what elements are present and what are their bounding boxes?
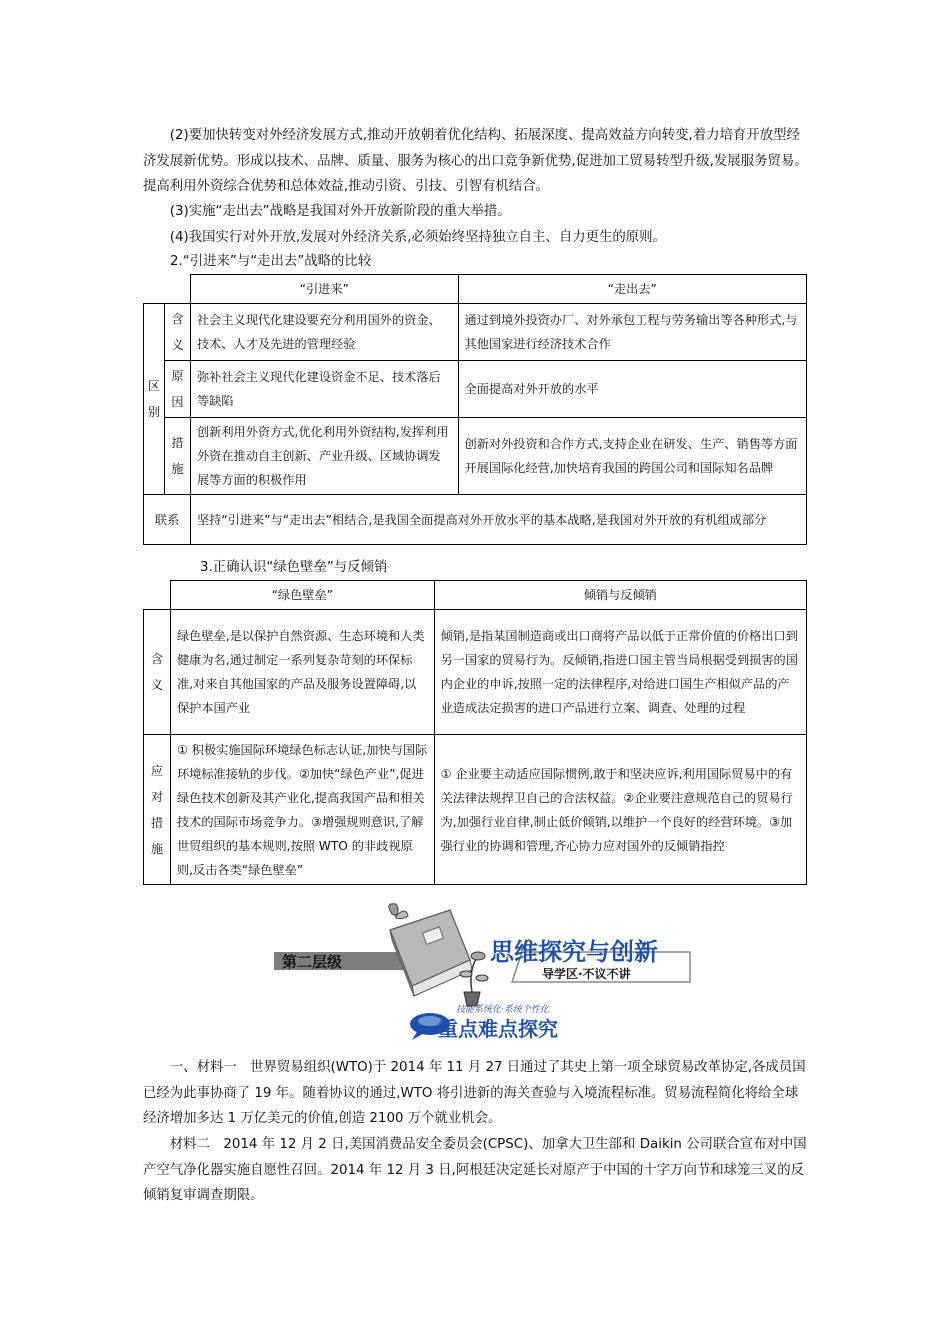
- table1-row-label: 措施: [164, 418, 190, 495]
- table2-row-label: 应对措施: [144, 735, 171, 885]
- table2-row-label: 含义: [144, 610, 171, 735]
- table2-cell: ① 企业要主动适应国际惯例,敢于和坚决应诉,利用国际贸易中的有关法律法规捍卫自己的合法权益。②企业要注意规范自己的贸易行为,加强行业自律,制止低价倾销,以维护一个良好的经营环境。③加强行业的协调和管理,齐心协力应对国外的反倾销指控: [434, 735, 806, 885]
- table2-cell: 倾销,是指某国制造商或出口商将产品以低于正常价值的价格出口到另一国家的贸易行为。反倾销,指进口国主管当局根据受到损害的国内企业的申诉,按照一定的法律程序,对给进口国生产相似产品的产业造成法定损害的进口产品进行立案、调查、处理的过程: [434, 610, 806, 735]
- table2-col-header: “绿色壁垒”: [170, 581, 434, 610]
- banner-slogan: 技能系统化·系统个性化: [456, 1005, 549, 1015]
- table2-corner: [144, 581, 171, 610]
- table1-cell: 创新利用外资方式,优化利用外资结构,发挥利用外资在推动自主创新、产业升级、区域协调发展等方面的积极作用: [190, 418, 458, 495]
- table1-corner: [144, 275, 191, 304]
- table1-group-label: 区别: [144, 304, 165, 495]
- paragraph-3: (3)实施“走出去”战略是我国对外开放新阶段的重大举措。: [169, 204, 511, 219]
- table-row: [144, 418, 807, 495]
- section-heading-3: 3.正确认识“绿色壁垒”与反倾销: [200, 560, 388, 575]
- comparison-table-2: [143, 580, 807, 885]
- table1-cell: 弥补社会主义现代化建设资金不足、技术落后等缺陷: [190, 361, 458, 418]
- banner-subtitle: 导学区·不议不讲: [542, 967, 631, 981]
- banner-level-label: 第二层级: [282, 953, 343, 971]
- section-heading-2: 2.“引进来”与“走出去”战略的比较: [170, 254, 372, 269]
- table2-col-header: 倾销与反倾销: [434, 581, 806, 610]
- table1-row-label: 含义: [164, 304, 190, 361]
- section-title: 重点难点探究: [438, 1017, 558, 1040]
- material-two-paragraph: 材料二 2014 年 12 月 2 日,美国消费品安全委员会(CPSC)、加拿大卫生部和 Daikin 公司联合宣布对中国产空气净化器实施自愿性召回。2014 年 12 月 3 日,阿根廷决定延长对原产于中国的十字万向节和球笼三叉的反倾销复审调查期限。: [143, 1137, 807, 1203]
- table1-cell: 社会主义现代化建设要充分利用国外的资金、技术、人才及先进的管理经验: [190, 304, 458, 361]
- table1-cell: 通过到境外投资办厂、对外承包工程与劳务输出等各种形式,与其他国家进行经济技术合作: [458, 304, 806, 361]
- table2-cell: ① 积极实施国际环境绿色标志认证,加快与国际环境标准接轨的步伐。②加快“绿色产业”,促进绿色技术创新及其产业化,提高我国产品和相关技术的国际市场竞争力。③增强规则意识,了解世贸组织的基本规则,按照 WTO 的非歧视原则,反击各类“绿色壁垒”: [170, 735, 434, 885]
- paragraph-4: (4)我国实行对外开放,发展对外经济关系,必须始终坚持独立自主、自力更生的原则。: [169, 230, 666, 245]
- table1-row-label: 原因: [164, 361, 190, 418]
- banner-title: 思维探究与创新: [490, 938, 658, 966]
- butterfly-icon: [389, 904, 408, 919]
- table-row: [144, 304, 807, 361]
- table2-cell: 绿色壁垒,是以保护自然资源、生态环境和人类健康为名,通过制定一系列复杂苛刻的环保标准,对来自其他国家的产品及服务设置障碍,以保护本国产业: [170, 610, 434, 735]
- table1-header-row: [144, 275, 807, 304]
- table1-link-label: 联系: [144, 495, 191, 545]
- table-row: [144, 610, 807, 735]
- paragraph-2: (2)要加快转变对外经济发展方式,推动开放朝着优化结构、拓展深度、提高效益方向转变,着力培育开放型经济发展新优势。形成以技术、品牌、质量、服务为核心的出口竞争新优势,促进加工贸易转型升级,发展服务贸易。提高利用外资综合优势和总体效益,推动引资、引技、引智有机结合。: [143, 128, 808, 194]
- comparison-table-1: [143, 274, 807, 545]
- table2-header-row: [144, 581, 807, 610]
- table1-col-header: “引进来”: [190, 275, 458, 304]
- table-row: [144, 361, 807, 418]
- section-banner: [272, 900, 692, 1040]
- table-row: [144, 495, 807, 545]
- table1-cell: 创新对外投资和合作方式,支持企业在研发、生产、销售等方面开展国际化经营,加快培育我国的跨国公司和国际知名品牌: [458, 418, 806, 495]
- table1-cell: 全面提高对外开放的水平: [458, 361, 806, 418]
- table1-col-header: “走出去”: [458, 275, 806, 304]
- material-one-paragraph: 一、材料一 世界贸易组织(WTO)于 2014 年 11 月 27 日通过了其史上第一项全球贸易改革协定,各成员国已经为此事协商了 19 年。随着协议的通过,WTO 将引进新的海关查验与入境流程标准。贸易流程简化将给全球经济增加多达 1 万亿美元的价值,创造 2100 万个就业机会。: [143, 1060, 806, 1126]
- table-row: [144, 735, 807, 885]
- table1-link-text: 坚持“引进来”与“走出去”相结合,是我国全面提高对外开放水平的基本战略,是我国对外开放的有机组成部分: [190, 495, 806, 545]
- book-icon: [390, 910, 472, 996]
